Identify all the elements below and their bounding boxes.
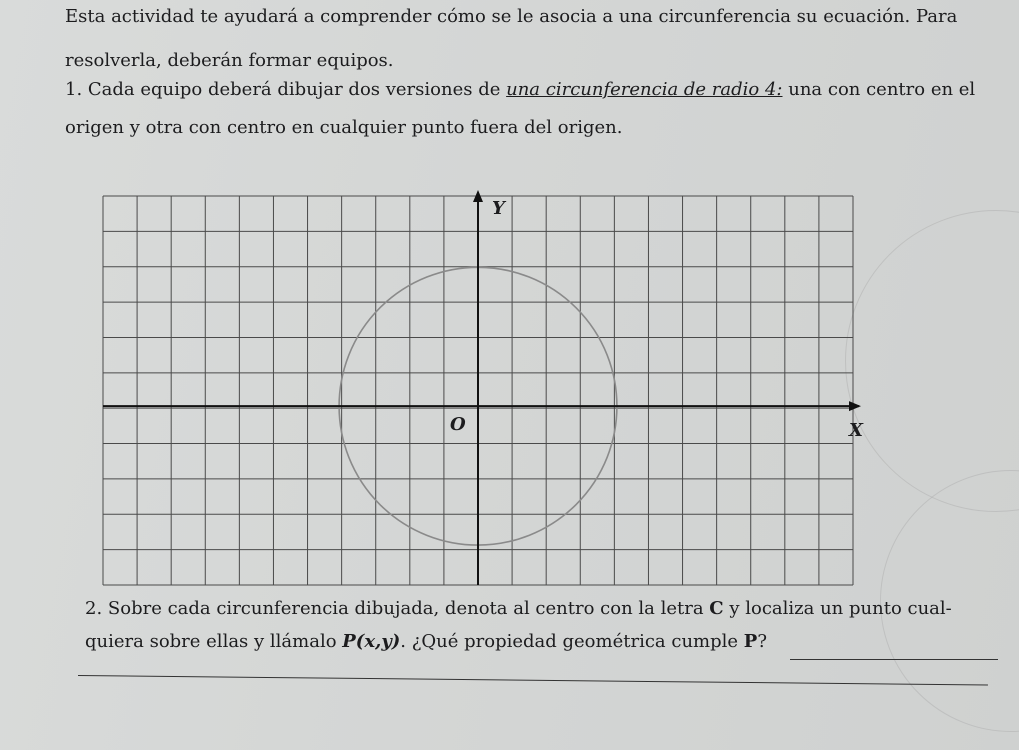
question-2-prefix: 2. Sobre cada circunferencia dibujada, denota al centro con la letra bbox=[85, 598, 710, 619]
answer-line-short[interactable] bbox=[790, 659, 998, 660]
intro-line-1: Esta actividad te ayudará a comprender cómo se le asocia a una circunferencia su ecuación. Para bbox=[65, 6, 958, 27]
center-letter: C bbox=[709, 598, 724, 619]
question-1-underlined: una circunferencia de radio 4: bbox=[506, 79, 783, 100]
question-2-qmark: ? bbox=[757, 631, 767, 652]
question-1-prefix: 1. Cada equipo deberá dibujar dos versiones de bbox=[65, 79, 507, 100]
question-2-suffix: y localiza un punto cual- bbox=[723, 598, 952, 619]
question-1-suffix: una con centro en el bbox=[782, 79, 976, 100]
point-p: P bbox=[743, 631, 758, 652]
point-label: P(x,y) bbox=[342, 631, 401, 652]
x-axis-arrow-icon bbox=[849, 401, 861, 411]
intro-line-2: resolverla, deberán formar equipos. bbox=[65, 50, 394, 71]
question-2-line-2-prefix: quiera sobre ellas y llámalo bbox=[85, 631, 343, 652]
axes bbox=[103, 190, 861, 585]
question-2-line-2 bbox=[85, 631, 767, 653]
question-2-line-2-middle: . ¿Qué propiedad geométrica cumple bbox=[400, 631, 744, 652]
y-axis-label: Y bbox=[492, 198, 505, 219]
question-2-line-1 bbox=[85, 598, 952, 620]
x-axis-label: X bbox=[849, 420, 863, 442]
question-1-line-2: origen y otra con centro en cualquier punto fuera del origen. bbox=[65, 117, 623, 138]
origin-label: O bbox=[450, 414, 466, 436]
